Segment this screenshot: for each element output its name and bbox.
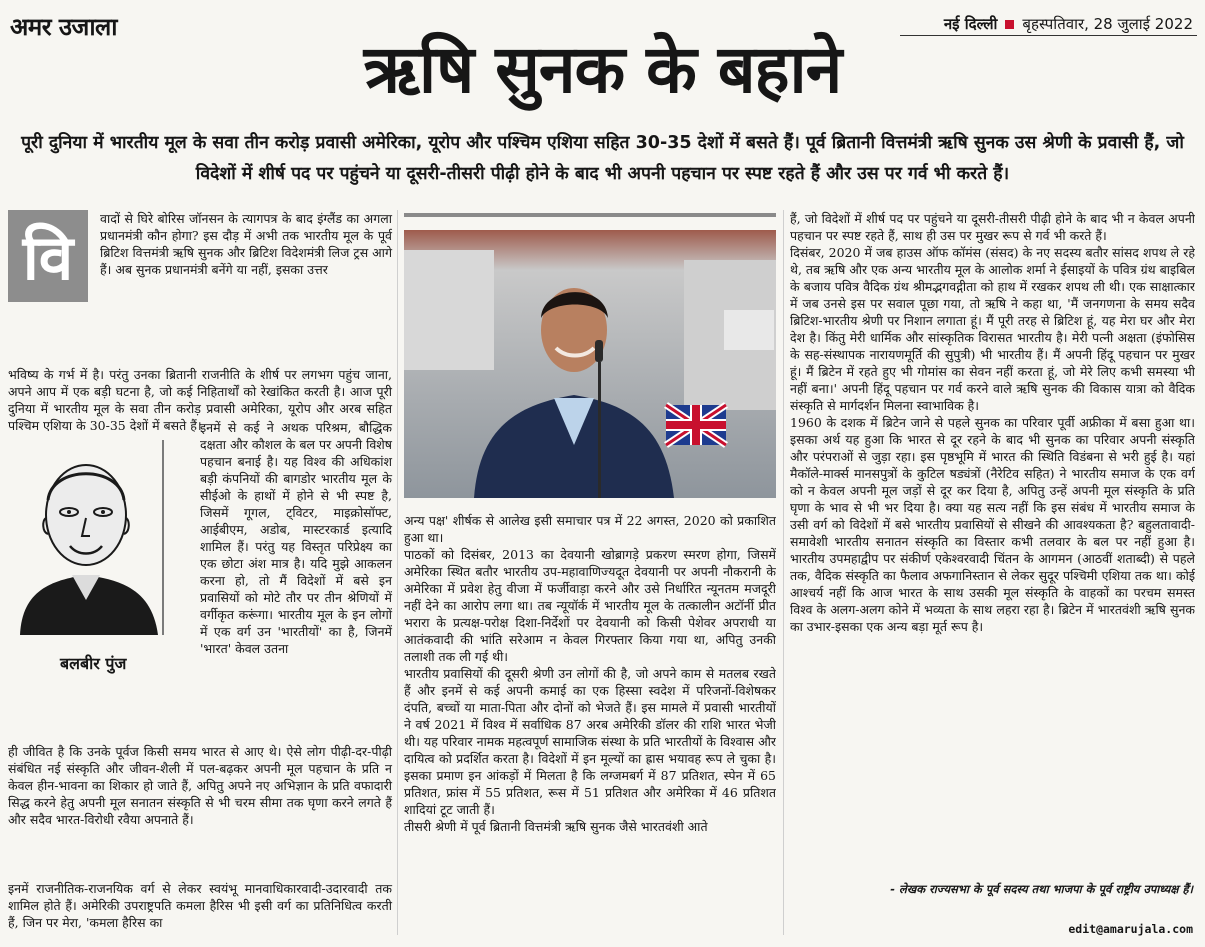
column-2 (404, 512, 776, 937)
column-divider (783, 210, 784, 935)
masthead-logo: अमर उजाला (10, 13, 118, 41)
dropcap: वि (8, 210, 88, 302)
col1-para-3: इनमें से कई ने अथक परिश्रम, बौद्धिक दक्षता और कौशल के बल पर अपनी विशेष पहचान बनाई है। यह विश्व की अधिकांश बड़ी कंपनियों की बागडोर भारतीय मूल के सीईओ के हाथों में होने से भी स्पष्ट है, जिसमें गूगल, ट्विटर, माइक्रोसॉफ्ट, आईबीएम, अडोब, मास्टरकार्ड इत्यादि शामिल हैं। परंतु यह विस्तृत परिप्रेक्ष्य का एक छोटा अंश मात्र है। यदि मुझे आकलन करना हो, तो मैं विदेशों में बसे इन प्रवासियों को मोटे तौर पर तीन श्रेणियों में वर्गीकृत करूंगा। भारतीय मूल के इन लोगों में एक वर्ग उन 'भारतीयों' का है, जिनमें 'भारत' केवल उतना (200, 420, 392, 656)
contact-email[interactable]: edit@amarujala.com (1068, 922, 1193, 936)
col3-para-2: दिसंबर, 2020 में जब हाउस ऑफ कॉमंस (संसद) के नए सदस्य बतौर सांसद शपथ ले रहे थे, तब ऋषि और एक अन्य भारतीय मूल के आलोक शर्मा ने ईसाइयों के पवित्र ग्रंथ बाइबिल के बजाय पवित्र वैदिक ग्रंथ श्रीमद्भगवद्गीता को हाथ में रखकर शपथ ली थी। एक साक्षात्कार में जब उनसे इस पर सवाल पूछा गया, तो ऋषि ने कहा था, 'मैं जनगणना के समय सदैव ब्रिटिश-भारतीय श्रेणी पर निशान लगाता हूं। मैं पूरी तरह से ब्रिटिश हूं, यह मेरा घर और मेरा देश है। किंतु मेरी धार्मिक और सांस्कृतिक विरासत भारतीय है। मेरी पत्नी अक्षता (इंफोसिस के सह-संस्थापक नारायणमूर्ति की सुपुत्री) भी भारतीय हैं। मैं अपनी हिंदू पहचान पर मुखर हूं। मैं ब्रिटेन में रहते हुए भी गोमांस का सेवन नहीं करता हूं, जो मेरे लिए कभी समस्या भी नहीं बना।' अपनी हिंदू पहचान पर गर्व करने वाले ऋषि सुनक की विकास यात्रा को वैदिक संस्कृति से मार्गदर्शन मिलना स्वाभाविक है। (790, 245, 1195, 413)
article-photo (404, 230, 776, 498)
col1-para-2: भविष्य के गर्भ में है। परंतु उनका ब्रितानी राजनीति के शीर्ष पर लगभग पहुंच जाना, अपने आप में एक बड़ी घटना है, जो कई निहितार्थों को रेखांकित करती है। आज पूरी दुनिया में भारतीय मूल के सवा तीन करोड़ प्रवासी अमेरिका, यूरोप और अरब सहित पश्चिम एशिया के 30-35 देशों में बसते हैं। (8, 367, 392, 433)
col2-para-1: अन्य पक्ष' शीर्षक से आलेख इसी समाचार पत्र में 22 अगस्त, 2020 को प्रकाशित हुआ था। (404, 513, 776, 545)
dateline-city: नई दिल्ली (943, 15, 998, 33)
col2-para-2: पाठकों को दिसंबर, 2013 का देवयानी खोब्रागड़े प्रकरण स्मरण होगा, जिसमें अमेरिका स्थित बतौर भारतीय उप-महावाणिज्यदूत देवयानी पर अपनी नौकरानी के अमेरिका में प्रवेश हेतु वीजा में फर्जीवाड़ा करने और उसे निर्धारित न्यूनतम मजदूरी नहीं देने का आरोप लगा था। तब न्यूयॉर्क में भारतीय मूल के तत्कालीन अटॉर्नी प्रीत भरारा के प्रत्यक्ष-परोक्ष दिशा-निर्देशों पर देवयानी को किसी पेशेवर अपराधी या आतंकवादी की भांति सरेआम न केवल गिरफ्तार किया गया था, अपितु उनकी तलाशी तक ली गई थी। (404, 547, 776, 664)
photo-rule (404, 213, 776, 217)
author-photo (12, 440, 164, 635)
column-divider (397, 210, 398, 935)
col1-para-5: इनमें राजनीतिक-राजनयिक वर्ग से लेकर स्वयंभू मानवाधिकारवादी-उदारवादी तक शामिल होते हैं। अमेरिकी उपराष्ट्रपति कमला हैरिस भी इसी वर्ग का प्रतिनिधित्व करती हैं, जिन पर मेरा, 'कमला हैरिस का (8, 881, 392, 930)
col3-para-1: हैं, जो विदेशों में शीर्ष पद पर पहुंचने या दूसरी-तीसरी पीढ़ी होने के बाद भी न केवल अपनी पहचान पर स्पष्ट रहते हैं, साथ ही उस पर मुखर रूप से गर्व भी करते हैं। (790, 211, 1195, 243)
author-name: बलबीर पुंज (60, 654, 127, 673)
col2-para-3: भारतीय प्रवासियों की दूसरी श्रेणी उन लोगों की है, जो अपने काम से मतलब रखते हैं और इनमें से कई अपनी कमाई का एक हिस्सा स्वदेश में परिजनों-विशेषकर दंपति, बच्चों या माता-पिता और दोनों को भेजते हैं। इस मामले में प्रवासी भारतीयों ने वर्ष 2021 में विश्व में सर्वाधिक 87 अरब अमेरिकी डॉलर की राशि भारत भेजी थी। यह परिवार नामक महत्वपूर्ण सामाजिक संस्था के प्रति भारतीयों के विश्वास और दायित्व को प्रदर्शित करता है। विदेशों में इन मूल्यों का ह्रास भयावह रूप ले चुका है। इसका प्रमाण इन आंकड़ों में मिलता है कि लग्जमबर्ग में 87 प्रतिशत, स्पेन में 65 प्रतिशत, फ्रांस में 55 प्रतिशत, रूस में 51 प्रतिशत और अमेरिका में 46 प्रतिशत शादियां टूट जाती हैं। (404, 666, 776, 817)
col3-para-3: 1960 के दशक में ब्रिटेन जाने से पहले सुनक का परिवार पूर्वी अफ्रीका में बसा हुआ था। इसका अर्थ यह हुआ कि भारत से दूर रहने के बाद भी सुनक का परिवार अपनी संस्कृति और परंपराओं से जुड़ा रहा। इस पृष्ठभूमि में भारत की स्थिति विडंबना से भरी हुई है। यहां मैकॉले-मार्क्स मानसपुत्रों के कुटिल षड्यंत्रों (नैरेटिव सहित) ने भारतीय समाज के एक वर्ग को न केवल अपनी मूल जड़ों से दूर कर दिया है, अपितु उन्हें अपनी मूल संस्कृति के प्रति घृणा के भाव से भी भर दिया है। क्या यह सत्य नहीं कि इस संबंध में भारतीय समाज के उसी वर्ग को विदेशों में बसे भारतीय प्रवासियों से सीखने की आवश्यकता है? बहुलतावादी-समावेशी भारतीय सनातन संस्कृति का विस्तार कभी तलवार के बल पर नहीं हुआ है। भारतीय उपमहाद्वीप पर संकीर्ण एकेश्वरवादी चिंतन के आगमन (आठवीं शताब्दी) से पहले तक, वैदिक संस्कृति का फैलाव अफगानिस्तान से लेकर सुदूर पश्चिमी एशिया तक था। कोई आश्चर्य नहीं कि आज भारत के साथ उसकी मूल संस्कृति के वाहकों का परचम समस्त विश्व के अलग-अलग कोने में भव्यता के साथ लहरा रहा है। ब्रिटेन में भारतवंशी ऋषि सुनक का उभार-इसका एक अन्य बड़ा मूर्त रूप है। (790, 415, 1195, 634)
col1-para-4: ही जीवित है कि उनके पूर्वज किसी समय भारत से आए थे। ऐसे लोग पीढ़ी-दर-पीढ़ी संबंधित नई संस्कृति और जीवन-शैली में पल-बढ़कर अपनी मूल पहचान के प्रति न केवल हीन-भावना का शिकार हो जाते हैं, अपितु अपने नए अभिज्ञान के प्रति वफादारी सिद्ध करने हेतु अपनी मूल सनातन संस्कृति से भी चरम सीमा तक घृणा करने लगते हैं और सदैव भारत-विरोधी रवैया अपनाते हैं। (8, 744, 392, 827)
headline: ऋषि सुनक के बहाने (363, 31, 842, 108)
deck: पूरी दुनिया में भारतीय मूल के सवा तीन करोड़ प्रवासी अमेरिका, यूरोप और पश्चिम एशिया सहित 30-35 देशों में बसते हैं। पूर्व ब्रितानी वित्तमंत्री ऋषि सुनक उस श्रेणी के प्रवासी हैं, जो विदेशों में शीर्ष पद पर पहुंचने या दूसरी-तीसरी पीढ़ी होने के बाद भी अपनी पहचान पर स्पष्ट रहते हैं और उस पर गर्व भी करते हैं। (21, 133, 1184, 184)
column-3 (790, 210, 1195, 878)
dateline-date: बृहस्पतिवार, 28 जुलाई 2022 (1022, 15, 1193, 33)
author-byline: - लेखक राज्यसभा के पूर्व सदस्य तथा भाजपा के पूर्व राष्ट्रीय उपाध्यक्ष हैं। (890, 882, 1193, 896)
col1-para-1: वादों से घिरे बोरिस जॉनसन के त्यागपत्र के बाद इंग्लैंड का अगला प्रधानमंत्री कौन होगा? इस दौड़ में अभी तक भारतीय मूल के पूर्व ब्रिटिश वित्तमंत्री ऋषि सुनक और ब्रिटिश विदेशमंत्री लिज ट्रस आगे हैं। अब सुनक प्रधानमंत्री बनेंगे या नहीं, इसका उत्तर (100, 211, 392, 277)
col2-para-4: तीसरी श्रेणी में पूर्व ब्रितानी वित्तमंत्री ऋषि सुनक जैसे भारतवंशी आते (404, 819, 708, 834)
